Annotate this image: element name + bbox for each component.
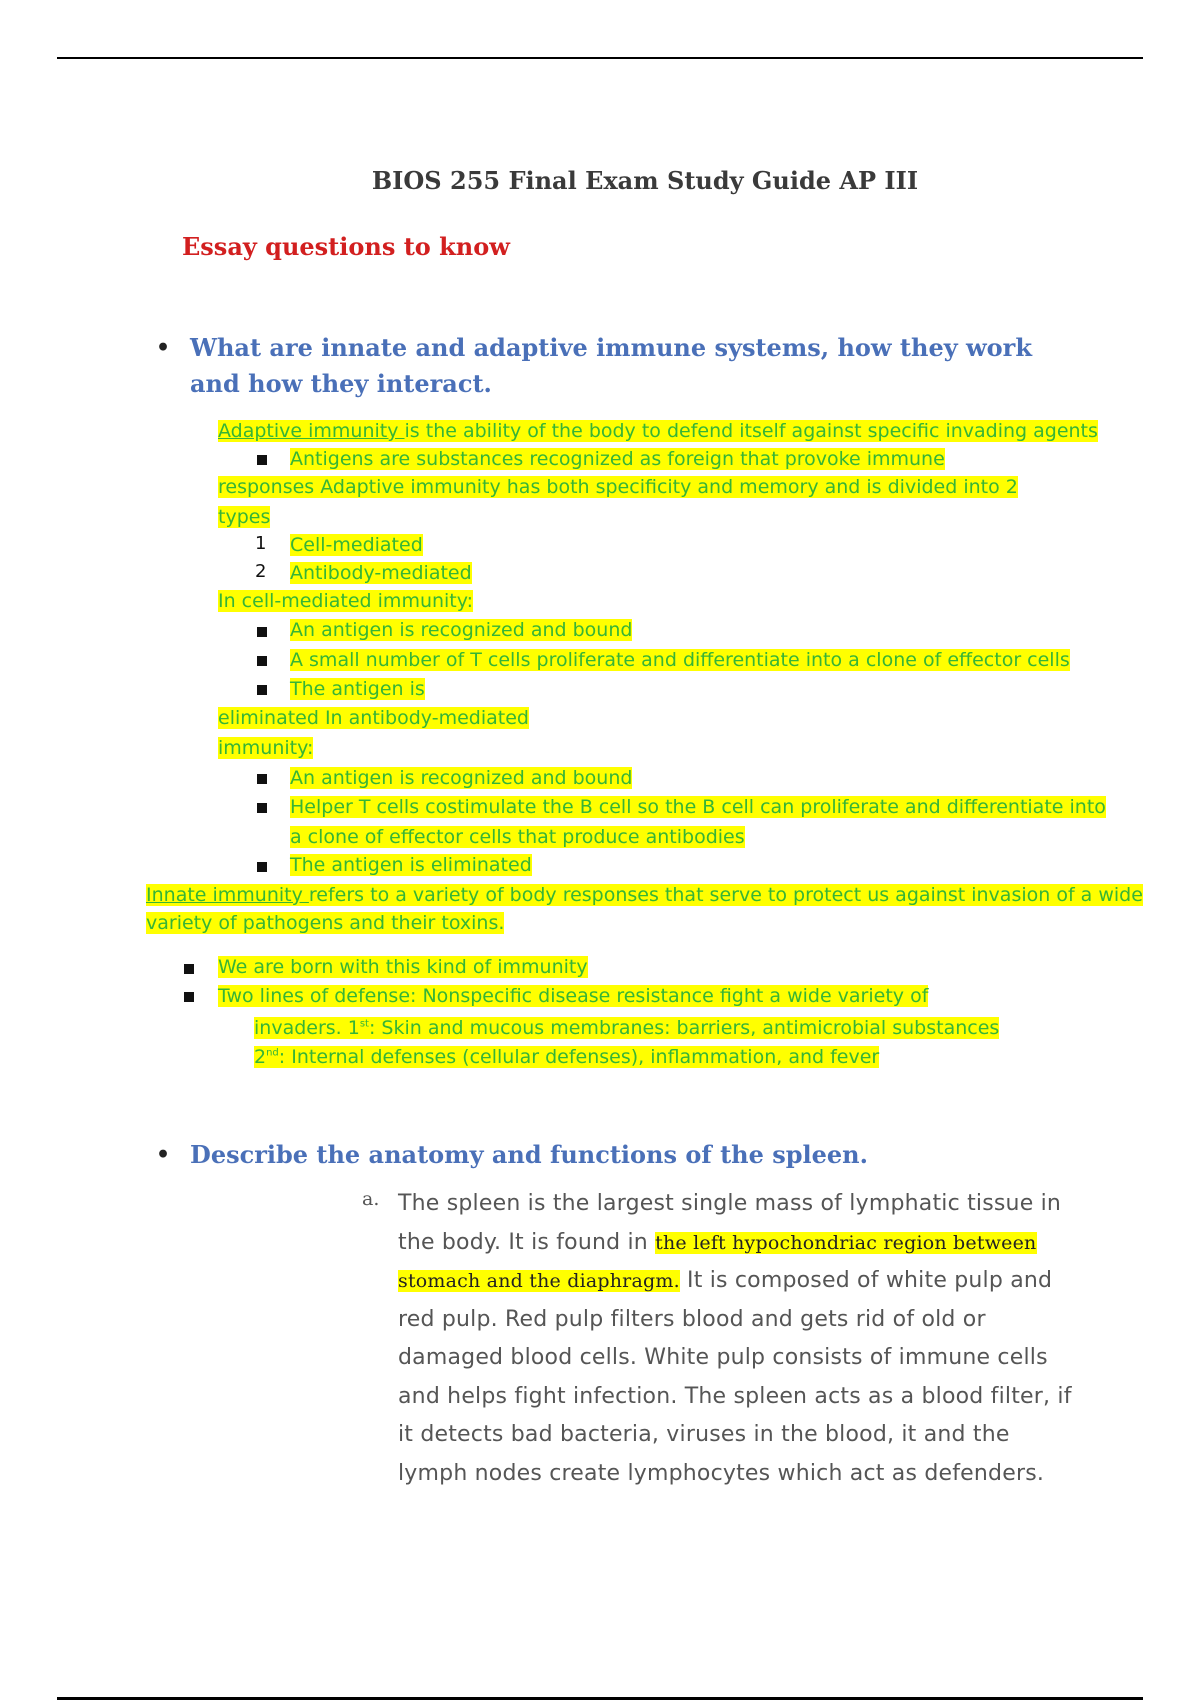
list-number: 1 bbox=[255, 533, 267, 554]
cell-mediated-heading: In cell-mediated immunity: bbox=[218, 590, 474, 612]
adaptive-def-text: is the ability of the body to defend itself against specific invading agents bbox=[404, 420, 1098, 442]
question-2-title: Describe the anatomy and functions of the spleen. bbox=[190, 1140, 868, 1169]
document-title: BIOS 255 Final Exam Study Guide AP III bbox=[371, 166, 919, 195]
square-bullet-icon bbox=[257, 656, 267, 666]
question-1 bbox=[156, 330, 1050, 402]
square-bullet-icon bbox=[184, 992, 194, 1002]
type-cell-mediated: Cell-mediated bbox=[290, 534, 423, 556]
innate-item-2-line-3: 2nd: Internal defenses (cellular defenses), inflammation, and fever bbox=[254, 1046, 880, 1069]
section-heading: Essay questions to know bbox=[182, 232, 510, 261]
cm-item-3: The antigen is bbox=[290, 678, 425, 700]
cm-item-2: A small number of T cells proliferate and differentiate into a clone of effector cells bbox=[290, 649, 1070, 671]
innate-definition-line-2: variety of pathogens and their toxins. bbox=[146, 912, 505, 934]
innate-definition-line-1: Innate immunity refers to a variety of body responses that serve to protect us against invasion of a wide bbox=[146, 884, 1143, 906]
am-item-2-line-1: Helper T cells costimulate the B cell so the B cell can proliferate and differentiate into bbox=[290, 796, 1106, 818]
square-bullet-icon bbox=[257, 774, 267, 784]
cm-item-3-cont2: immunity: bbox=[218, 737, 314, 759]
cm-item-1: An antigen is recognized and bound bbox=[290, 619, 633, 641]
bullet-icon: • bbox=[156, 335, 171, 361]
square-bullet-icon bbox=[257, 803, 267, 813]
highlighted-location: the left hypochondriac region between stomach and the diaphragm. bbox=[398, 1231, 1037, 1292]
antigens-line-2: responses Adaptive immunity has both specificity and memory and is divided into 2 bbox=[218, 476, 1018, 498]
antigens-line-1: Antigens are substances recognized as foreign that provoke immune bbox=[290, 448, 945, 470]
square-bullet-icon bbox=[257, 455, 267, 465]
innate-term: Innate immunity bbox=[146, 884, 309, 906]
square-bullet-icon bbox=[257, 862, 267, 872]
question-2 bbox=[156, 1137, 1050, 1173]
header-rule bbox=[57, 57, 1143, 59]
square-bullet-icon bbox=[257, 685, 267, 695]
list-number: 2 bbox=[255, 561, 267, 582]
innate-item-1: We are born with this kind of immunity bbox=[218, 956, 588, 978]
spleen-paragraph: The spleen is the largest single mass of lymphatic tissue in the body. It is found in the left hypochondriac region between stomach and the diaphragm. It is composed of white pulp and red pulp. Red pulp filters blood and gets rid of old or damaged blood cells. White pulp consists of immune cells and helps fight infection. The spleen acts as a blood filter, if it detects bad bacteria, viruses in the blood, it and the lymph nodes create lymphocytes which act as defenders. bbox=[398, 1191, 1072, 1486]
antigens-line-3: types bbox=[218, 506, 271, 528]
type-antibody-mediated: Antibody-mediated bbox=[290, 562, 472, 584]
innate-item-2-line-1: Two lines of defense: Nonspecific disease resistance fight a wide variety of bbox=[218, 985, 929, 1007]
cm-item-3-cont: eliminated In antibody-mediated bbox=[218, 707, 529, 729]
am-item-1: An antigen is recognized and bound bbox=[290, 767, 633, 789]
bullet-icon: • bbox=[156, 1142, 171, 1168]
square-bullet-icon bbox=[257, 627, 267, 637]
list-letter: a. bbox=[362, 1188, 380, 1210]
adaptive-definition bbox=[218, 417, 1098, 445]
am-item-3: The antigen is eliminated bbox=[290, 854, 532, 876]
question-1-title: What are innate and adaptive immune systems, how they work and how they interact. bbox=[190, 333, 1032, 398]
innate-item-2-line-2: invaders. 1st: Skin and mucous membranes: barriers, antimicrobial substances bbox=[254, 1017, 1000, 1040]
am-item-2-line-2: a clone of effector cells that produce antibodies bbox=[290, 826, 745, 848]
adaptive-term: Adaptive immunity bbox=[218, 420, 405, 442]
square-bullet-icon bbox=[184, 964, 194, 974]
